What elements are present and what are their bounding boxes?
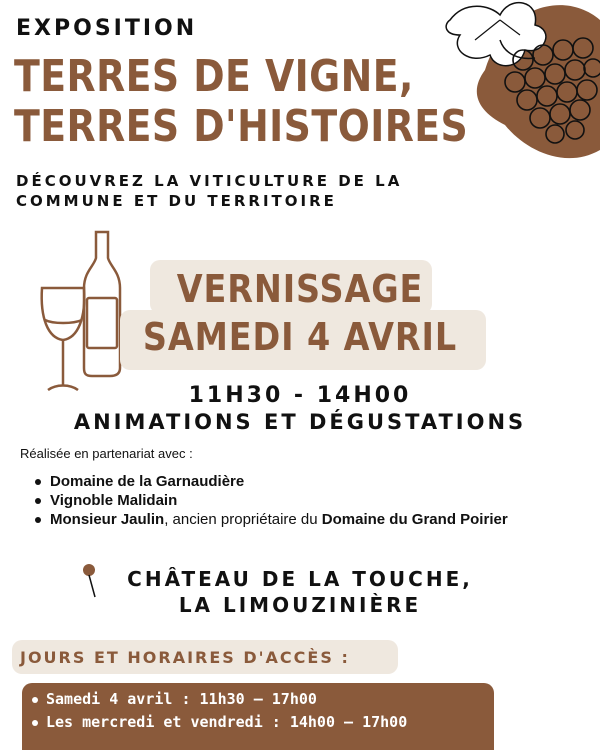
hours-heading: JOURS ET HORAIRES D'ACCÈS : xyxy=(20,648,350,667)
hours-list xyxy=(30,688,407,734)
exhibition-kicker: EXPOSITION xyxy=(16,16,198,41)
list-item xyxy=(32,510,544,529)
list-item: Samedi 4 avril : 11h30 – 17h00 xyxy=(30,688,407,711)
venue-line-2: LA LIMOUZINIÈRE xyxy=(178,593,422,617)
page-title xyxy=(14,52,468,152)
partner-name: Vignoble Malidain xyxy=(50,492,178,509)
wine-glass-icon xyxy=(42,288,85,390)
grapes-icon xyxy=(445,0,600,165)
partners-intro: Réalisée en partenariat avec : xyxy=(20,446,193,461)
vernissage-label: VERNISSAGE xyxy=(176,267,424,311)
list-item: Les mercredi et vendredi : 14h00 – 17h00 xyxy=(30,711,407,734)
partners-list xyxy=(32,472,544,529)
title-line-2: TERRES D'HISTOIRES xyxy=(14,101,469,152)
wine-glass-bottle-illustration xyxy=(38,228,128,398)
vernissage-times: 11H30 - 14H00 xyxy=(188,383,412,408)
vernissage-date: SAMEDI 4 AVRIL xyxy=(142,315,458,359)
vernissage-activities: ANIMATIONS ET DÉGUSTATIONS xyxy=(73,410,527,434)
partner-description: , ancien propriétaire du xyxy=(164,511,322,528)
subtitle-line-1: DÉCOUVREZ LA VITICULTURE DE LA xyxy=(16,172,403,190)
wine-bottle-icon xyxy=(84,232,120,376)
list-item xyxy=(32,472,544,491)
vernissage-heading xyxy=(124,265,476,361)
partner-name: Domaine de la Garnaudière xyxy=(50,473,245,490)
title-line-1: TERRES DE VIGNE, xyxy=(14,51,414,102)
list-item xyxy=(32,491,544,510)
partner-name: Monsieur Jaulin xyxy=(50,511,165,528)
partner-domain: Domaine du Grand Poirier xyxy=(321,511,508,528)
venue-line-1: CHÂTEAU DE LA TOUCHE, xyxy=(127,567,473,591)
subtitle-line-2: COMMUNE ET DU TERRITOIRE xyxy=(16,192,337,210)
venue xyxy=(0,566,600,618)
subtitle xyxy=(16,171,402,211)
